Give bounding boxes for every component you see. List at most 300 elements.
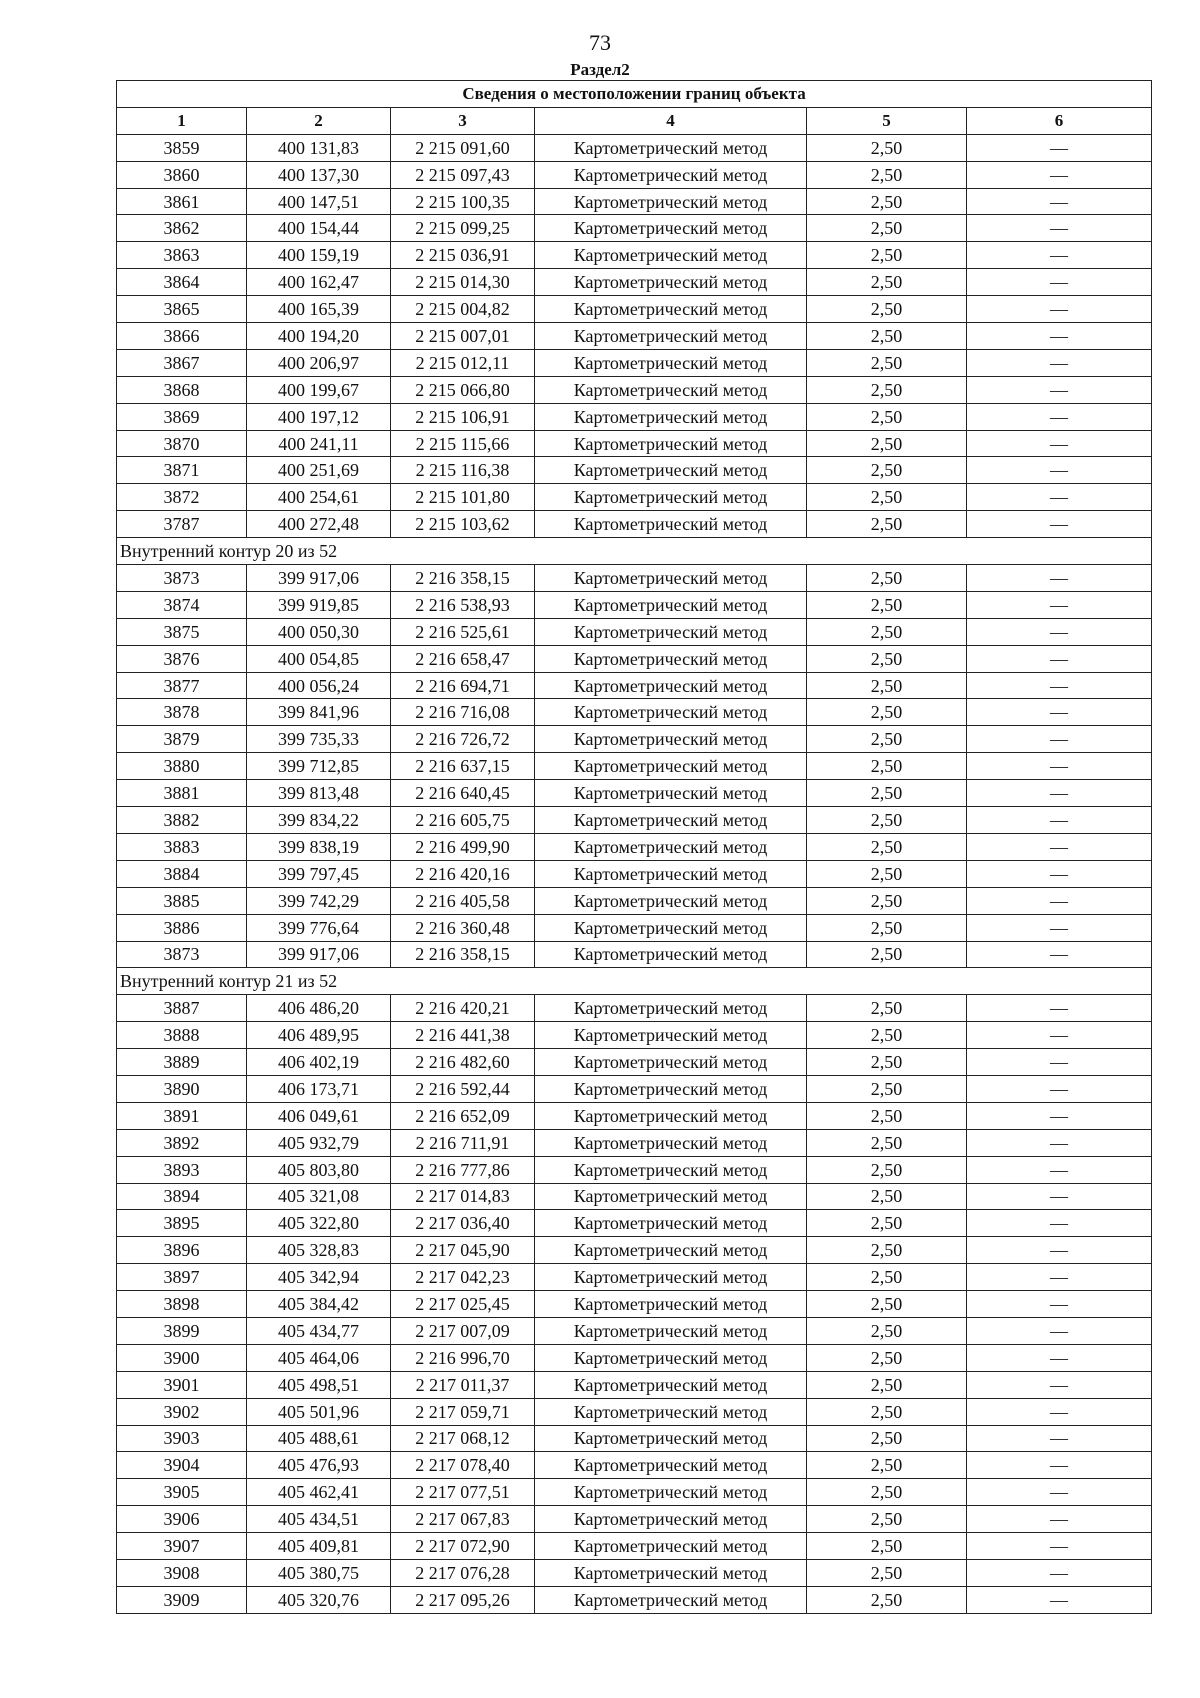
table-row xyxy=(117,242,1152,269)
table-cell: 405 380,75 xyxy=(247,1559,391,1586)
table-cell: Картометрический метод xyxy=(535,511,807,538)
table-cell: 2 217 014,83 xyxy=(391,1183,535,1210)
table-cell: 400 254,61 xyxy=(247,484,391,511)
table-row xyxy=(117,403,1152,430)
table-cell: 2,50 xyxy=(807,1075,967,1102)
table-cell: 399 776,64 xyxy=(247,914,391,941)
table-cell: 3887 xyxy=(117,995,247,1022)
table-cell: 2 217 078,40 xyxy=(391,1452,535,1479)
table-cell: 2,50 xyxy=(807,1559,967,1586)
table-cell: 2 215 012,11 xyxy=(391,349,535,376)
table-row xyxy=(117,1129,1152,1156)
table-row xyxy=(117,726,1152,753)
table-cell: Картометрический метод xyxy=(535,188,807,215)
table-cell: 2,50 xyxy=(807,1210,967,1237)
table-cell: 2 216 652,09 xyxy=(391,1102,535,1129)
column-header: 3 xyxy=(391,107,535,134)
table-row xyxy=(117,134,1152,161)
table-cell: — xyxy=(967,860,1152,887)
table-cell: Картометрический метод xyxy=(535,1533,807,1560)
table-cell: 2,50 xyxy=(807,242,967,269)
table-row xyxy=(117,1425,1152,1452)
table-cell: 3906 xyxy=(117,1506,247,1533)
table-cell: 2,50 xyxy=(807,1291,967,1318)
table-cell: 2 215 014,30 xyxy=(391,269,535,296)
table-cell: — xyxy=(967,430,1152,457)
table-row xyxy=(117,1237,1152,1264)
table-cell: 2,50 xyxy=(807,349,967,376)
table-cell: 3908 xyxy=(117,1559,247,1586)
table-cell: 399 917,06 xyxy=(247,565,391,592)
table-row xyxy=(117,457,1152,484)
table-row xyxy=(117,995,1152,1022)
table-cell: 3891 xyxy=(117,1102,247,1129)
table-cell: — xyxy=(967,1022,1152,1049)
table-cell: 2,50 xyxy=(807,215,967,242)
table-cell: 399 917,06 xyxy=(247,941,391,968)
table-cell: 400 137,30 xyxy=(247,161,391,188)
contour-section-label: Внутренний контур 21 из 52 xyxy=(117,968,1152,995)
table-row xyxy=(117,1371,1152,1398)
table-cell: 399 735,33 xyxy=(247,726,391,753)
table-cell: 405 498,51 xyxy=(247,1371,391,1398)
table-cell: 405 462,41 xyxy=(247,1479,391,1506)
table-cell: 406 489,95 xyxy=(247,1022,391,1049)
table-cell: 3860 xyxy=(117,161,247,188)
table-cell: Картометрический метод xyxy=(535,1237,807,1264)
table-cell: — xyxy=(967,1586,1152,1613)
table-cell: Картометрический метод xyxy=(535,1506,807,1533)
table-cell: 3886 xyxy=(117,914,247,941)
table-cell: 2,50 xyxy=(807,188,967,215)
table-cell: 405 464,06 xyxy=(247,1344,391,1371)
table-cell: 406 402,19 xyxy=(247,1049,391,1076)
table-cell: — xyxy=(967,1049,1152,1076)
table-cell: — xyxy=(967,941,1152,968)
table-cell: 2 215 106,91 xyxy=(391,403,535,430)
table-cell: Картометрический метод xyxy=(535,1559,807,1586)
table-cell: — xyxy=(967,1425,1152,1452)
table-cell: — xyxy=(967,161,1152,188)
column-header: 4 xyxy=(535,107,807,134)
table-cell: 2 217 072,90 xyxy=(391,1533,535,1560)
table-row xyxy=(117,833,1152,860)
table-row xyxy=(117,753,1152,780)
table-cell: 2 215 116,38 xyxy=(391,457,535,484)
table-cell: 2,50 xyxy=(807,914,967,941)
table-cell: Картометрический метод xyxy=(535,1479,807,1506)
table-cell: 2,50 xyxy=(807,645,967,672)
table-cell: 2 216 360,48 xyxy=(391,914,535,941)
table-cell: 400 131,83 xyxy=(247,134,391,161)
table-cell: 2,50 xyxy=(807,1264,967,1291)
table-cell: Картометрический метод xyxy=(535,403,807,430)
table-cell: 3898 xyxy=(117,1291,247,1318)
table-cell: 2 217 011,37 xyxy=(391,1371,535,1398)
table-row xyxy=(117,1022,1152,1049)
column-header-row xyxy=(117,107,1152,134)
table-title: Сведения о местоположении границ объекта xyxy=(117,81,1152,108)
table-row xyxy=(117,1586,1152,1613)
table-cell: 400 194,20 xyxy=(247,323,391,350)
table-cell: 3867 xyxy=(117,349,247,376)
table-cell: 2 215 099,25 xyxy=(391,215,535,242)
table-row xyxy=(117,1479,1152,1506)
table-cell: 2,50 xyxy=(807,161,967,188)
table-cell: Картометрический метод xyxy=(535,161,807,188)
table-cell: 2 216 358,15 xyxy=(391,565,535,592)
table-row xyxy=(117,1156,1152,1183)
table-cell: 400 272,48 xyxy=(247,511,391,538)
table-cell: — xyxy=(967,1452,1152,1479)
table-row xyxy=(117,699,1152,726)
table-row xyxy=(117,1559,1152,1586)
table-cell: 2 216 777,86 xyxy=(391,1156,535,1183)
table-cell: 2 217 067,83 xyxy=(391,1506,535,1533)
table-cell: 3879 xyxy=(117,726,247,753)
table-cell: 405 488,61 xyxy=(247,1425,391,1452)
table-cell: 3873 xyxy=(117,941,247,968)
table-cell: — xyxy=(967,1533,1152,1560)
table-cell: 399 841,96 xyxy=(247,699,391,726)
table-cell: 2,50 xyxy=(807,1022,967,1049)
table-cell: 2,50 xyxy=(807,1506,967,1533)
table-row xyxy=(117,1398,1152,1425)
table-cell: — xyxy=(967,1559,1152,1586)
table-cell: 2,50 xyxy=(807,1317,967,1344)
table-cell: 3875 xyxy=(117,618,247,645)
table-cell: — xyxy=(967,1291,1152,1318)
contour-section-label: Внутренний контур 20 из 52 xyxy=(117,538,1152,565)
table-cell: 3896 xyxy=(117,1237,247,1264)
table-cell: — xyxy=(967,1264,1152,1291)
table-cell: 3892 xyxy=(117,1129,247,1156)
table-row xyxy=(117,296,1152,323)
table-cell: 3865 xyxy=(117,296,247,323)
table-cell: — xyxy=(967,618,1152,645)
table-cell: 2,50 xyxy=(807,1533,967,1560)
table-row xyxy=(117,780,1152,807)
table-cell: 400 050,30 xyxy=(247,618,391,645)
table-cell: 2,50 xyxy=(807,1049,967,1076)
table-cell: — xyxy=(967,1129,1152,1156)
table-cell: 2 216 658,47 xyxy=(391,645,535,672)
table-cell: 3870 xyxy=(117,430,247,457)
table-cell: 405 434,77 xyxy=(247,1317,391,1344)
table-cell: Картометрический метод xyxy=(535,1183,807,1210)
table-cell: 3899 xyxy=(117,1317,247,1344)
table-cell: — xyxy=(967,995,1152,1022)
table-cell: — xyxy=(967,591,1152,618)
table-cell: Картометрический метод xyxy=(535,672,807,699)
table-cell: Картометрический метод xyxy=(535,134,807,161)
table-cell: — xyxy=(967,403,1152,430)
table-cell: 2,50 xyxy=(807,726,967,753)
table-cell: 2 216 592,44 xyxy=(391,1075,535,1102)
table-cell: 405 342,94 xyxy=(247,1264,391,1291)
table-cell: Картометрический метод xyxy=(535,376,807,403)
table-row xyxy=(117,484,1152,511)
table-cell: 400 197,12 xyxy=(247,403,391,430)
table-cell: Картометрический метод xyxy=(535,1264,807,1291)
table-cell: — xyxy=(967,1506,1152,1533)
table-cell: Картометрический метод xyxy=(535,1022,807,1049)
table-cell: Картометрический метод xyxy=(535,807,807,834)
table-cell: 2,50 xyxy=(807,1156,967,1183)
table-cell: 400 251,69 xyxy=(247,457,391,484)
table-row xyxy=(117,1317,1152,1344)
table-cell: — xyxy=(967,726,1152,753)
table-cell: 3889 xyxy=(117,1049,247,1076)
table-cell: 3905 xyxy=(117,1479,247,1506)
table-cell: Картометрический метод xyxy=(535,1210,807,1237)
boundary-coordinates-table xyxy=(116,80,1152,1614)
table-cell: 3866 xyxy=(117,323,247,350)
table-cell: 399 797,45 xyxy=(247,860,391,887)
table-cell: Картометрический метод xyxy=(535,941,807,968)
table-cell: 400 206,97 xyxy=(247,349,391,376)
table-cell: 2 215 004,82 xyxy=(391,296,535,323)
table-cell: 3869 xyxy=(117,403,247,430)
table-cell: Картометрический метод xyxy=(535,1586,807,1613)
table-cell: 400 159,19 xyxy=(247,242,391,269)
table-cell: 2 215 100,35 xyxy=(391,188,535,215)
table-cell: — xyxy=(967,1075,1152,1102)
table-cell: — xyxy=(967,323,1152,350)
table-cell: Картометрический метод xyxy=(535,1344,807,1371)
table-row xyxy=(117,323,1152,350)
table-cell: 2,50 xyxy=(807,591,967,618)
table-cell: 2 215 103,62 xyxy=(391,511,535,538)
table-cell: 3885 xyxy=(117,887,247,914)
table-cell: 2,50 xyxy=(807,699,967,726)
table-cell: 2,50 xyxy=(807,941,967,968)
table-cell: — xyxy=(967,565,1152,592)
table-cell: 2,50 xyxy=(807,887,967,914)
table-cell: 3787 xyxy=(117,511,247,538)
table-cell: 2,50 xyxy=(807,1129,967,1156)
table-row xyxy=(117,188,1152,215)
table-cell: 2,50 xyxy=(807,1425,967,1452)
table-cell: — xyxy=(967,1317,1152,1344)
table-cell: 3877 xyxy=(117,672,247,699)
table-cell: 2 216 996,70 xyxy=(391,1344,535,1371)
table-cell: 3884 xyxy=(117,860,247,887)
table-cell: Картометрический метод xyxy=(535,215,807,242)
table-cell: Картометрический метод xyxy=(535,1425,807,1452)
table-cell: 2,50 xyxy=(807,376,967,403)
table-cell: 3871 xyxy=(117,457,247,484)
table-cell: — xyxy=(967,1156,1152,1183)
table-cell: — xyxy=(967,1183,1152,1210)
table-row xyxy=(117,1102,1152,1129)
table-cell: 400 165,39 xyxy=(247,296,391,323)
table-cell: Картометрический метод xyxy=(535,349,807,376)
table-cell: 399 712,85 xyxy=(247,753,391,780)
contour-section-row xyxy=(117,538,1152,565)
table-cell: 399 919,85 xyxy=(247,591,391,618)
table-cell: 3902 xyxy=(117,1398,247,1425)
table-cell: Картометрический метод xyxy=(535,726,807,753)
table-cell: 2,50 xyxy=(807,403,967,430)
table-cell: 3888 xyxy=(117,1022,247,1049)
table-cell: Картометрический метод xyxy=(535,296,807,323)
table-cell: 2 215 101,80 xyxy=(391,484,535,511)
table-cell: 2,50 xyxy=(807,323,967,350)
table-cell: — xyxy=(967,1237,1152,1264)
table-cell: 2,50 xyxy=(807,1586,967,1613)
table-row xyxy=(117,1183,1152,1210)
table-cell: — xyxy=(967,484,1152,511)
table-cell: 2 217 076,28 xyxy=(391,1559,535,1586)
table-row xyxy=(117,565,1152,592)
table-cell: Картометрический метод xyxy=(535,1129,807,1156)
table-cell: 406 049,61 xyxy=(247,1102,391,1129)
table-cell: — xyxy=(967,457,1152,484)
table-cell: 2,50 xyxy=(807,269,967,296)
table-row xyxy=(117,887,1152,914)
table-cell: 2 217 068,12 xyxy=(391,1425,535,1452)
table-cell: 3874 xyxy=(117,591,247,618)
table-cell: 2 216 711,91 xyxy=(391,1129,535,1156)
table-cell: — xyxy=(967,134,1152,161)
table-cell: 3868 xyxy=(117,376,247,403)
table-cell: — xyxy=(967,1371,1152,1398)
table-cell: 3863 xyxy=(117,242,247,269)
table-cell: Картометрический метод xyxy=(535,1398,807,1425)
table-cell: 2 216 482,60 xyxy=(391,1049,535,1076)
table-cell: Картометрический метод xyxy=(535,1156,807,1183)
table-cell: 405 501,96 xyxy=(247,1398,391,1425)
table-cell: 400 199,67 xyxy=(247,376,391,403)
table-cell: 406 486,20 xyxy=(247,995,391,1022)
table-cell: 2,50 xyxy=(807,1371,967,1398)
table-cell: 3864 xyxy=(117,269,247,296)
table-cell: 2,50 xyxy=(807,1102,967,1129)
table-cell: — xyxy=(967,188,1152,215)
table-cell: 400 147,51 xyxy=(247,188,391,215)
table-cell: 2 217 077,51 xyxy=(391,1479,535,1506)
table-cell: Картометрический метод xyxy=(535,591,807,618)
table-cell: 2 215 097,43 xyxy=(391,161,535,188)
table-cell: 2,50 xyxy=(807,672,967,699)
table-cell: — xyxy=(967,1398,1152,1425)
table-cell: 406 173,71 xyxy=(247,1075,391,1102)
table-cell: 2,50 xyxy=(807,1237,967,1264)
table-cell: 3883 xyxy=(117,833,247,860)
table-cell: 3876 xyxy=(117,645,247,672)
table-cell: 405 384,42 xyxy=(247,1291,391,1318)
table-cell: 3873 xyxy=(117,565,247,592)
table-cell: 2 216 538,93 xyxy=(391,591,535,618)
table-cell: 2 215 115,66 xyxy=(391,430,535,457)
table-cell: Картометрический метод xyxy=(535,914,807,941)
table-cell: Картометрический метод xyxy=(535,1452,807,1479)
table-cell: 2 217 036,40 xyxy=(391,1210,535,1237)
table-cell: Картометрический метод xyxy=(535,323,807,350)
table-cell: 3861 xyxy=(117,188,247,215)
table-cell: — xyxy=(967,269,1152,296)
table-cell: 3903 xyxy=(117,1425,247,1452)
table-cell: Картометрический метод xyxy=(535,618,807,645)
table-cell: 399 813,48 xyxy=(247,780,391,807)
table-cell: 2,50 xyxy=(807,780,967,807)
column-header: 5 xyxy=(807,107,967,134)
table-cell: 2 216 405,58 xyxy=(391,887,535,914)
table-cell: — xyxy=(967,887,1152,914)
contour-section-row xyxy=(117,968,1152,995)
table-cell: 2,50 xyxy=(807,1183,967,1210)
table-cell: — xyxy=(967,699,1152,726)
table-cell: Картометрический метод xyxy=(535,1075,807,1102)
table-row xyxy=(117,1344,1152,1371)
table-cell: Картометрический метод xyxy=(535,699,807,726)
table-cell: 2,50 xyxy=(807,860,967,887)
table-cell: 2 215 066,80 xyxy=(391,376,535,403)
table-cell: Картометрический метод xyxy=(535,1317,807,1344)
table-cell: 400 054,85 xyxy=(247,645,391,672)
table-row xyxy=(117,269,1152,296)
table-cell: 2 215 007,01 xyxy=(391,323,535,350)
table-cell: 2,50 xyxy=(807,833,967,860)
table-cell: 2,50 xyxy=(807,1398,967,1425)
table-cell: 2 216 499,90 xyxy=(391,833,535,860)
table-cell: 2 216 420,16 xyxy=(391,860,535,887)
table-cell: — xyxy=(967,296,1152,323)
table-cell: Картометрический метод xyxy=(535,645,807,672)
table-cell: 3880 xyxy=(117,753,247,780)
table-cell: 405 322,80 xyxy=(247,1210,391,1237)
table-cell: Картометрический метод xyxy=(535,1291,807,1318)
table-cell: 2 217 025,45 xyxy=(391,1291,535,1318)
table-cell: 2,50 xyxy=(807,296,967,323)
table-cell: 2,50 xyxy=(807,807,967,834)
table-cell: 2 216 420,21 xyxy=(391,995,535,1022)
table-cell: 3878 xyxy=(117,699,247,726)
table-cell: — xyxy=(967,1210,1152,1237)
table-cell: 2 216 694,71 xyxy=(391,672,535,699)
table-cell: 2 217 007,09 xyxy=(391,1317,535,1344)
table-cell: Картометрический метод xyxy=(535,995,807,1022)
table-row xyxy=(117,941,1152,968)
table-cell: 3890 xyxy=(117,1075,247,1102)
table-cell: 2,50 xyxy=(807,1344,967,1371)
table-cell: Картометрический метод xyxy=(535,833,807,860)
table-cell: Картометрический метод xyxy=(535,430,807,457)
table-cell: 405 932,79 xyxy=(247,1129,391,1156)
table-cell: 399 742,29 xyxy=(247,887,391,914)
table-cell: 2 217 095,26 xyxy=(391,1586,535,1613)
table-row xyxy=(117,860,1152,887)
page-number: 73 xyxy=(589,30,611,55)
table-cell: Картометрический метод xyxy=(535,565,807,592)
table-cell: 405 803,80 xyxy=(247,1156,391,1183)
table-cell: 2,50 xyxy=(807,1452,967,1479)
column-header: 6 xyxy=(967,107,1152,134)
table-cell: 2 215 036,91 xyxy=(391,242,535,269)
table-cell: 405 434,51 xyxy=(247,1506,391,1533)
table-cell: — xyxy=(967,242,1152,269)
table-row xyxy=(117,1506,1152,1533)
table-row xyxy=(117,430,1152,457)
table-cell: 3907 xyxy=(117,1533,247,1560)
table-row xyxy=(117,591,1152,618)
table-cell: 400 162,47 xyxy=(247,269,391,296)
table-cell: — xyxy=(967,914,1152,941)
table-cell: 3895 xyxy=(117,1210,247,1237)
table-row xyxy=(117,215,1152,242)
table-cell: 405 321,08 xyxy=(247,1183,391,1210)
